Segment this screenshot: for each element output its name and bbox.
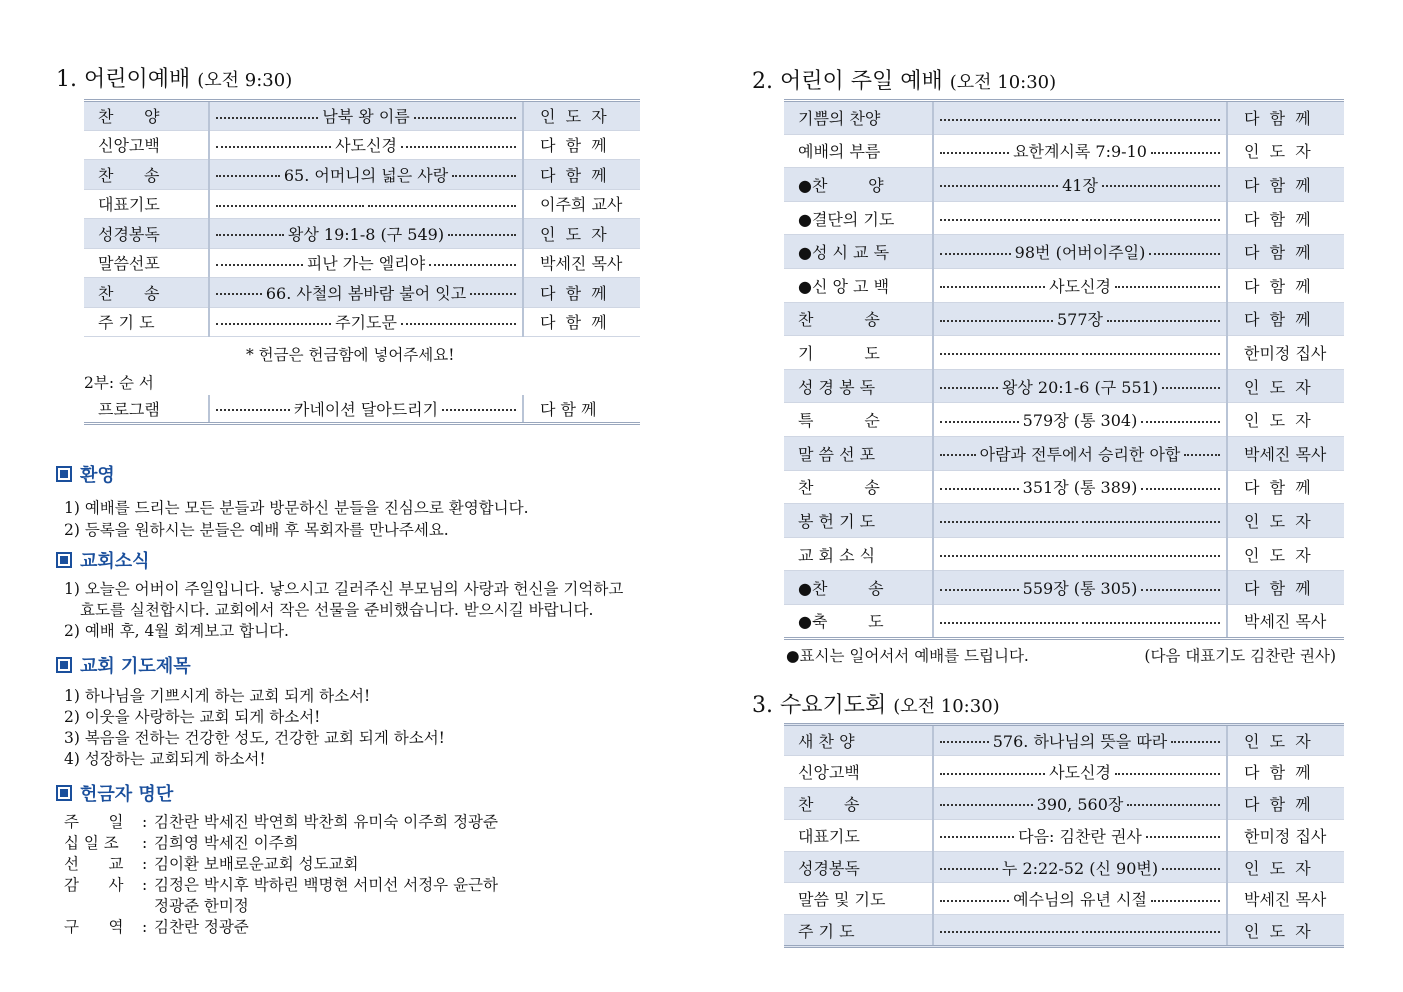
order-item-leader: 한미정 집사 <box>1244 343 1327 363</box>
order-item-leader: 박세진 목사 <box>540 254 623 274</box>
news-heading: 교회소식 <box>56 547 656 573</box>
order-row <box>784 436 1344 470</box>
order-item-content: 41장 <box>1062 175 1098 195</box>
order-item-leader: 다 함 께 <box>523 278 640 308</box>
order-item-leader: 다 함 께 <box>1227 101 1344 135</box>
order-item-leader: 박세진 목사 <box>1244 890 1327 910</box>
order-item-leader: 다 함 께 <box>1244 478 1311 498</box>
order-row <box>784 235 1344 269</box>
order-item-leader: 다 함 께 <box>1227 235 1344 269</box>
order-item-content: 아람과 전투에서 승리한 아합 <box>979 444 1181 464</box>
order-item-name: ●결단의 기도 <box>784 201 933 235</box>
welcome-line-2: 2) 등록을 원하시는 분들은 예배 후 목회자를 만나주세요. <box>64 520 449 539</box>
program-row <box>84 395 640 423</box>
order-item-content: 559장 (통 305) <box>1022 579 1138 599</box>
order-item-name: ●축 도 <box>784 604 933 638</box>
order-item-leader: 박세진 목사 <box>1227 436 1344 470</box>
order-row <box>784 403 1344 437</box>
program-item: 카네이션 달아드리기 <box>293 399 439 419</box>
order-item-leader: 다 함 께 <box>540 313 607 333</box>
order-item-content: 주기도문 <box>335 313 397 333</box>
welcome-list <box>64 497 656 541</box>
order-item-leader: 인 도 자 <box>1244 411 1311 431</box>
program-name: 프로그램 <box>84 395 209 423</box>
order-row <box>784 369 1344 403</box>
right-column <box>752 64 1352 948</box>
order-item-name: 성경봉독 <box>784 851 933 883</box>
order-row <box>84 278 640 308</box>
order-table-s2 <box>784 99 1344 640</box>
order-row <box>84 130 640 160</box>
order-item-leader: 박세진 목사 <box>1244 612 1327 632</box>
prayer-list <box>64 686 656 770</box>
order-item-name: 기 도 <box>784 336 933 370</box>
order-item-content: 65. 어머니의 넓은 사랑 <box>283 165 449 185</box>
order-item-name: 찬 송 <box>784 788 933 820</box>
order-row <box>784 101 1344 135</box>
order-item-name: ●찬 양 <box>784 168 933 202</box>
order-item-leader: 이주희 교사 <box>540 195 623 215</box>
order-item-name: ●성 시 교 독 <box>784 235 933 269</box>
section1-heading: 1. 어린이예배 (오전 9:30) <box>56 67 293 92</box>
order-item-content: 요한계시록 7:9-10 <box>1013 142 1147 162</box>
order-item-name: 대표기도 <box>784 819 933 851</box>
order-item-content: 66. 사철의 봄바람 불어 잇고 <box>265 283 467 303</box>
order-item-content: 577장 <box>1057 310 1103 330</box>
square-bullet-icon <box>56 785 72 801</box>
order-item-name: 말씀선포 <box>84 248 209 278</box>
order-row <box>784 134 1344 168</box>
order-item-name: 대표기도 <box>84 189 209 219</box>
section2-heading: 2. 어린이 주일 예배 (오전 10:30) <box>752 69 1057 94</box>
order-row <box>784 819 1344 851</box>
order-row <box>84 189 640 219</box>
order-item-name: 봉 헌 기 도 <box>784 504 933 538</box>
order-item-leader: 인 도 자 <box>1227 851 1344 883</box>
order-item-name: 예배의 부름 <box>784 134 933 168</box>
order-item-leader: 다 함 께 <box>1244 276 1311 296</box>
order-item-leader: 인 도 자 <box>1227 369 1344 403</box>
order-item-leader: 다 함 께 <box>1244 209 1311 229</box>
order-item-leader: 다 함 께 <box>1227 168 1344 202</box>
square-bullet-icon <box>56 466 72 482</box>
welcome-heading: 환영 <box>56 461 656 487</box>
order-item-name: 신앙고백 <box>784 756 933 788</box>
left-column <box>56 62 656 938</box>
order-row <box>784 604 1344 638</box>
news-line-1b: 효도를 실천합시다. 교회에서 작은 선물을 준비했습니다. 받으시길 바랍니다. <box>80 600 594 619</box>
order-row <box>84 219 640 249</box>
order-row <box>84 248 640 278</box>
order-item-name: 성 경 봉 독 <box>784 369 933 403</box>
order-item-content: 피난 가는 엘리야 <box>306 254 426 274</box>
order-item-content: 사도신경 <box>1049 763 1111 783</box>
order-item-leader: 인 도 자 <box>1227 724 1344 756</box>
order-item-name: ●신 앙 고 백 <box>784 268 933 302</box>
order-item-content: 351장 (통 389) <box>1022 478 1138 498</box>
square-bullet-icon <box>56 657 72 673</box>
order-row <box>784 470 1344 504</box>
program-leader: 다 함 께 <box>540 399 597 419</box>
order-row <box>784 883 1344 915</box>
order-item-content: 사도신경 <box>1049 276 1111 296</box>
order-row <box>784 537 1344 571</box>
order-row <box>784 336 1344 370</box>
news-list <box>64 579 656 642</box>
order-item-leader: 한미정 집사 <box>1244 826 1327 846</box>
order-item-leader: 다 함 께 <box>1227 571 1344 605</box>
standing-note <box>786 644 1336 666</box>
prayer-line-4: 4) 성장하는 교회되게 하소서! <box>64 749 266 768</box>
order-item-content: 사도신경 <box>335 136 397 156</box>
offering-note: * 헌금은 헌금함에 넣어주세요! <box>246 346 455 364</box>
order-table-s1 <box>84 99 640 337</box>
order-row <box>84 101 640 131</box>
order-item-name: 찬 송 <box>784 302 933 336</box>
order-item-name: 말씀 및 기도 <box>784 883 933 915</box>
part2-label: 2부: 순 서 <box>84 374 154 392</box>
order-item-name: 새 찬 양 <box>784 724 933 756</box>
order-item-content: 예수님의 유년 시절 <box>1013 890 1147 910</box>
order-row <box>784 504 1344 538</box>
donor-row: 주 일 : 김찬란 박세진 박연희 박찬희 유미숙 이주희 정광준 <box>64 812 498 831</box>
donor-row: 감 사 : 김정은 박시후 박하린 백명현 서미선 서정우 윤근하 <box>64 875 498 894</box>
news-line-2: 2) 예배 후, 4월 회계보고 합니다. <box>64 621 289 640</box>
order-item-name: 주 기 도 <box>784 915 933 947</box>
order-row <box>784 788 1344 820</box>
welcome-line-1: 1) 예배를 드리는 모든 분들과 방문하신 분들을 진심으로 환영합니다. <box>64 498 529 517</box>
order-row <box>784 302 1344 336</box>
order-item-name: 신앙고백 <box>84 130 209 160</box>
prayer-line-3: 3) 복음을 전하는 건강한 성도, 건강한 교회 되게 하소서! <box>64 728 445 747</box>
donor-row: 십 일 조 : 김희영 박세진 이주희 <box>64 833 299 852</box>
order-item-leader: 인 도 자 <box>1244 142 1311 162</box>
order-item-content: 누 2:22-52 (신 90변) <box>1001 858 1159 878</box>
order-item-leader: 다 함 께 <box>1244 763 1311 783</box>
order-item-name: 찬 송 <box>84 160 209 190</box>
order-item-name: 찬 송 <box>84 278 209 308</box>
prayer-line-2: 2) 이웃을 사랑하는 교회 되게 하소서! <box>64 707 321 726</box>
donor-list <box>64 812 656 938</box>
order-item-name: 말 씀 선 포 <box>784 436 933 470</box>
order-item-leader: 인 도 자 <box>1227 504 1344 538</box>
order-item-content: 다음: 김찬란 권사 <box>1018 826 1142 846</box>
standing-note-text: ●표시는 일어서서 예배를 드립니다. <box>786 646 1029 665</box>
order-row <box>784 268 1344 302</box>
donor-row: 정광준 한미정 <box>154 896 249 915</box>
order-item-leader: 인 도 자 <box>1244 545 1311 565</box>
order-item-content: 왕상 20:1-6 (구 551) <box>1001 377 1159 397</box>
order-row <box>784 851 1344 883</box>
order-item-name: 교 회 소 식 <box>784 537 933 571</box>
order-item-content: 98번 (어버이주일) <box>1014 243 1146 263</box>
next-prayer-note: (다음 대표기도 김찬란 권사) <box>1144 646 1336 665</box>
order-row <box>84 160 640 190</box>
square-bullet-icon <box>56 552 72 568</box>
order-item-leader: 다 함 께 <box>1227 788 1344 820</box>
donor-row: 구 역 : 김찬란 정광준 <box>64 917 249 936</box>
order-row <box>784 756 1344 788</box>
order-item-name: 주 기 도 <box>84 307 209 337</box>
order-item-name: 기쁨의 찬양 <box>784 101 933 135</box>
order-item-name: 특 순 <box>784 403 933 437</box>
program-table <box>84 395 640 425</box>
donor-row: 선 교 : 김이환 보배로운교회 성도교회 <box>64 854 359 873</box>
order-row <box>784 724 1344 756</box>
news-line-1: 1) 오늘은 어버이 주일입니다. 낳으시고 길러주신 부모님의 사랑과 헌신을 기억하고 <box>64 579 624 598</box>
order-item-content: 남북 왕 이름 <box>322 107 410 127</box>
order-item-content: 왕상 19:1-8 (구 549) <box>287 224 445 244</box>
order-item-leader: 인 도 자 <box>523 219 640 249</box>
order-item-content: 579장 (통 304) <box>1022 411 1138 431</box>
order-row <box>784 915 1344 947</box>
order-item-content: 390, 560장 <box>1036 794 1124 814</box>
order-item-leader: 다 함 께 <box>1227 302 1344 336</box>
prayer-line-1: 1) 하나님을 기쁘시게 하는 교회 되게 하소서! <box>64 686 371 705</box>
order-item-name: 찬 양 <box>84 101 209 131</box>
order-item-name: 찬 송 <box>784 470 933 504</box>
order-item-leader: 인 도 자 <box>1227 915 1344 947</box>
section3-heading: 3. 수요기도회 (오전 10:30) <box>752 692 1000 718</box>
donors-heading: 헌금자 명단 <box>56 780 656 806</box>
order-item-content: 576. 하나님의 뜻을 따라 <box>992 731 1168 751</box>
order-row <box>784 201 1344 235</box>
order-table-s3 <box>784 723 1344 949</box>
order-item-leader: 인 도 자 <box>523 101 640 131</box>
order-row <box>784 168 1344 202</box>
order-item-leader: 다 함 께 <box>523 160 640 190</box>
prayer-heading: 교회 기도제목 <box>56 652 656 678</box>
order-row <box>784 571 1344 605</box>
order-item-name: ●찬 송 <box>784 571 933 605</box>
order-item-leader: 다 함 께 <box>540 136 607 156</box>
order-item-name: 성경봉독 <box>84 219 209 249</box>
order-row <box>84 307 640 337</box>
